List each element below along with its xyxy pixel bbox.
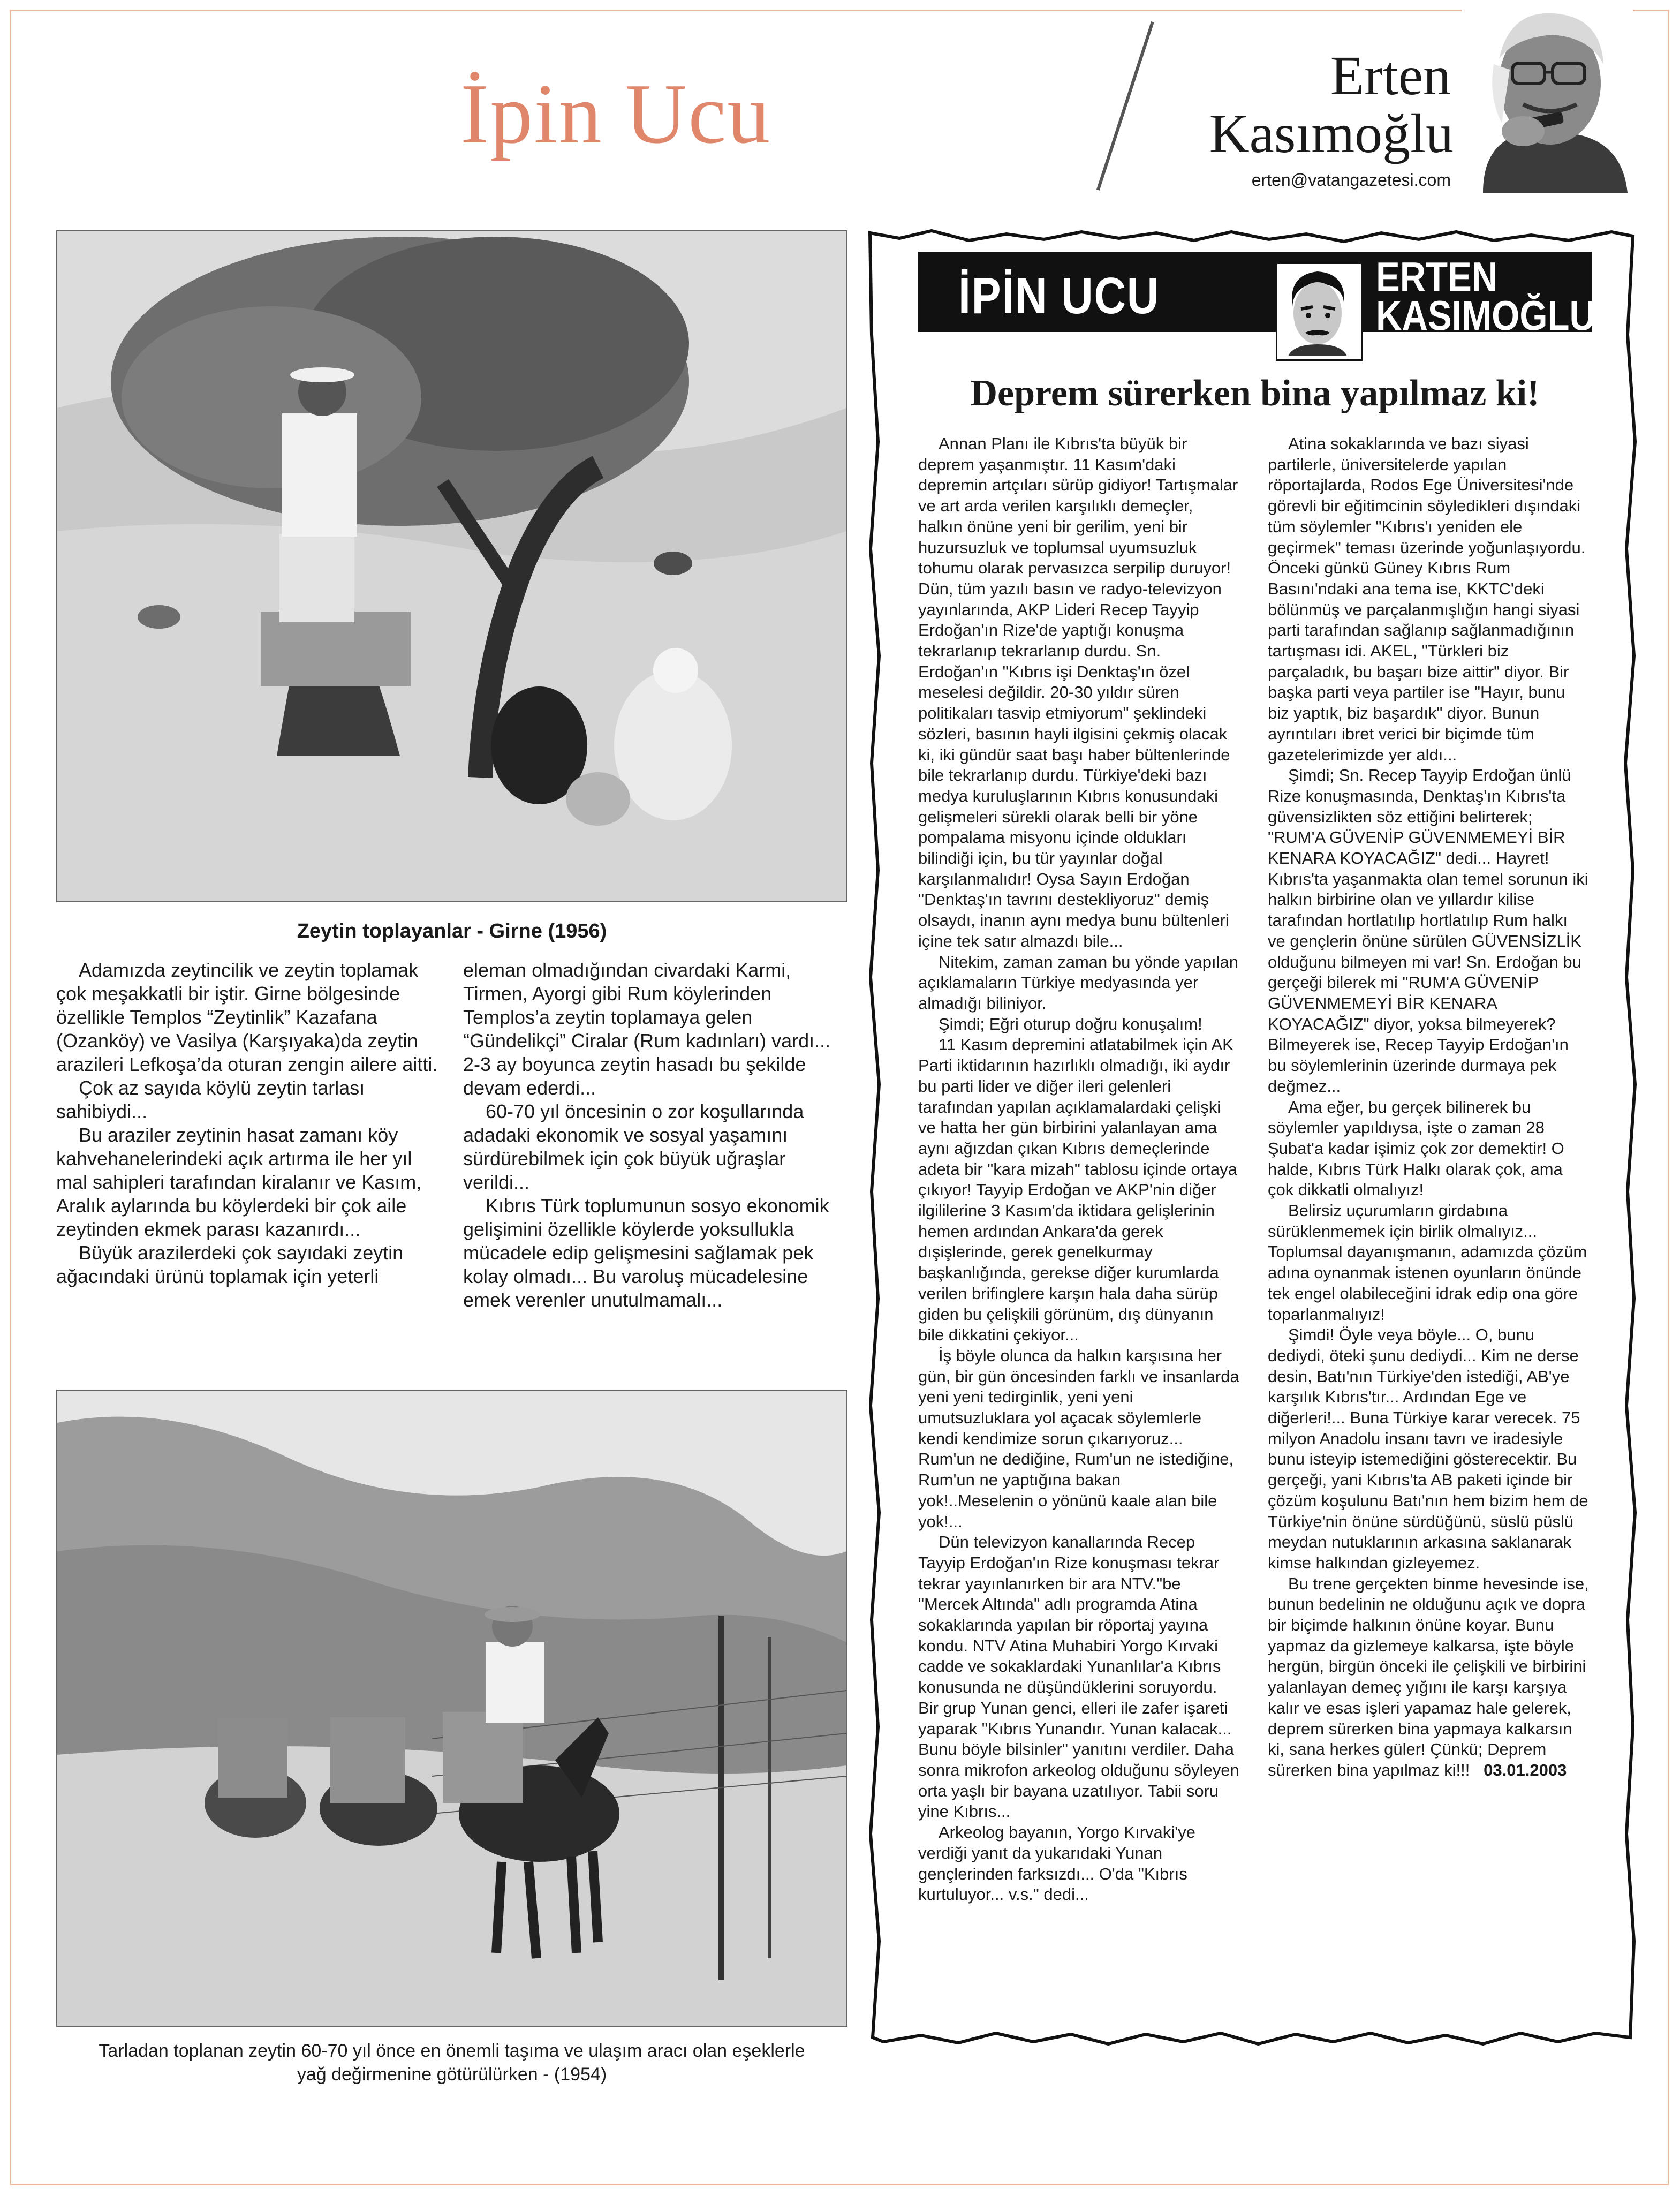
paragraph: eleman olmadığından civardaki Karmi, Tirmen, Ayorgi gibi Rum köylerinden Templos’a zeytin toplamaya gelen “Gündelikçi” Ciralar (Rum kadınları) vardı... 2-3 ay boyunca zeytin hasadı bu şekilde devam ederdi... (463, 959, 831, 1099)
paragraph (1268, 1574, 1589, 1781)
clipping-author-first: ERTEN (1376, 253, 1498, 300)
column-title: İpin Ucu (460, 66, 771, 161)
paragraph: İş böyle olunca da halkın karşısına her gün, bir gün öncesinden farklı ve insanlarda yeni yeni tedirginlik, yeni yeni umutsuzluklara yol açacak söylemlerle kendi kendimize sorun çıkarıyoruz... Rum'un ne dediğine, Rum'un ne istediğine, Rum'un ne yaptığına bakan yok!..Meselenin o yönünü kaale alan bile yok!... (918, 1346, 1239, 1531)
photo2-caption (56, 2039, 847, 2086)
paragraph: Ama eğer, bu gerçek bilinerek bu söylemler yapıldıysa, işte o zaman 28 Şubat'a kadar işimiz çok zor demektir! O halde, Kıbrıs Türk Halkı olarak çok, ama çok dikkatli olmalıyız! (1268, 1097, 1564, 1199)
paragraph: Çok az sayıda köylü zeytin tarlası sahibiydi... (56, 1077, 365, 1122)
olive-pickers-photo (56, 230, 847, 902)
clipping-author-portrait (1276, 262, 1363, 361)
paragraph: Şimdi; Eğri oturup doğru konuşalım! (939, 1014, 1202, 1033)
left-article-column-1 (56, 959, 442, 1288)
paragraph: Annan Planı ile Kıbrıs'ta büyük bir deprem yaşanmıştır. 11 Kasım'daki depremin artçıları sürüp gidiyor! Tartışmalar ve art arda verilen karşılıklı demeçler, halkın önüne yeni bir gerilim, yeni bir huzursuzluk ve toplumsal uyumsuzluk tohumu olarak pervasızca serpilip duruyor! Dün, tüm yazılı basın ve radyo-televizyon yayınlarında, AKP Lideri Recep Tayyip Erdoğan'ın Rize'de yaptığı konuşma tekrarlanıp tekrarlanıp durdu. Sn. Erdoğan'ın "Kıbrıs işi Denktaş'ın özel meselesi değildir. 20-30 yıldır süren politikaları tasvip etmiyorum" şeklindeki sözleri, basının hayli ilgisini çekmiş olacak ki, iki gündür saat başı haber bültenlerinde bile tekrarlanıp durdu. Türkiye'deki bazı medya kuruluşlarının Kıbrıs konusundaki gelişmeleri sürekli olarak belli bir yöne pompalama misyonu içinde oldukları bilindiği için, bu tür yayınlar doğal karşılanmalıdır! Oysa Sayın Erdoğan "Denktaş'ın tavrını destekliyoruz" demiş olsaydı, inanın aynı medya bunu bültenleri içine tek satır almazdı bile... (918, 434, 1238, 950)
paragraph: Kıbrıs Türk toplumunun sosyo ekonomik gelişimini özellikle köylerde yoksullukla mücadele edip gelişmesini sağlamak pek kolay olmadı... Bu varoluş mücadelesine emek verenler unutulmamalı... (463, 1195, 829, 1311)
author-email: erten@vatangazetesi.com (1251, 170, 1451, 190)
paragraph: Şimdi; Sn. Recep Tayyip Erdoğan ünlü Rize konuşmasında, Denktaş'ın Kıbrıs'ta güvensizlikten söz ettiğini belirterek; "RUM'A GÜVENİP GÜVENMEMEYİ BİR KENARA KOYACAĞIZ" dedi... Hayret! Kıbrıs'ta yaşanmakta olan temel sorunun iki halkın birbirine olan ve yıllardır kilise tarafından hortlatılıp hortlatılıp Rum halkı ve gençlerin önüne sürülen GÜVENSİZLİK olduğunu bilmeyen mi var! Sn. Erdoğan bu gerçeği bilerek mi "RUM'A GÜVENİP GÜVENMEMEYİ BİR KENARA KOYACAĞIZ" diyor, yoksa bilmeyerek? Bilmeyerek ise, Recep Tayyip Erdoğan'ın bu söylemlerinin üzerinde durmaya pek değmez... (1268, 766, 1588, 1096)
left-article-column-2 (463, 959, 849, 1312)
paragraph: Bu araziler zeytinin hasat zamanı köy kahvehanelerindeki açık artırma ile her yıl mal sahipleri tarafından kiralanır ve Kasım, Aralık aylarında bu köylerdeki bir çok aile zeytinden ekmek parası kazanırdı... (56, 1124, 422, 1240)
paragraph: 60-70 yıl öncesinin o zor koşullarında adadaki ekonomik ve sosyal yaşamını sürdürebilmek için çok büyük uğraşlar verildi... (463, 1100, 804, 1193)
clipping-column-1 (918, 434, 1239, 1905)
paragraph: Nitekim, zaman zaman bu yönde yapılan açıklamaların Türkiye medyasında yer almadığı biliniyor. (918, 952, 1239, 1013)
clipping-author-last: KASIMOĞLU (1376, 292, 1595, 339)
paragraph-text: Bu trene gerçekten binme hevesinde ise, bunun bedelinin ne olduğunu açık ve dopra bir biçimde halkının önüne koyar. Bunu yapmaz da gizlemeye kalkarsa, işte böyle hergün, birgün önceki ile çelişkili ve birbirini yalanlayan demeç yığını ile karşı karşıya kalır ve esas işleri yapamaz hale gelerek, deprem sürerken bina yapmaya kalkarsın ki, sana herkes güler! Çünkü; Deprem sürerken bina yapılmaz ki!!! (1268, 1574, 1589, 1779)
paragraph: Adamızda zeytincilik ve zeytin toplamak çok meşakkatli bir iştir. Girne bölgesinde özellikle Templos “Zeytinlik” Kazafana (Ozanköy) ve Vasilya (Karşıyaka)da zeytin arazileri Lefkoşa’da oturan zengin ailere aitti. (56, 959, 438, 1075)
paragraph: Şimdi! Öyle veya böyle... O, bunu dediydi, öteki şunu dediydi... Kim ne derse desin, Batı'nın Türkiye'den istediği, AB'ye karşılık Kıbrıs'tır... Ardından Ege ve diğerleri!... Buna Türkiye karar verecek. 75 milyon Anadolu insanı tavrı ve iradesiyle bunu isteyip istemediğini gösterecektir. Bu gerçeği, yani Kıbrıs'ta AB paketi içinde bir çözüm koşulunu Batı'nın hem bizim hem de Türkiye'nin önüne sürdüğünü, süslü püslü meydan nutuklarının arkasına saklanarak kimse halkından gizleyemez. (1268, 1325, 1588, 1572)
author-last-name: Kasımoğlu (1209, 103, 1454, 164)
clipping-banner-title: İPİN UCU (958, 267, 1160, 325)
author-first-name: Erten (1330, 45, 1451, 107)
caption-line: Tarladan toplanan zeytin 60-70 yıl önce en önemli taşıma ve ulaşım aracı olan eşeklerle (99, 2041, 805, 2061)
newspaper-clipping (867, 228, 1638, 2048)
paragraph: Dün televizyon kanallarında Recep Tayyip Erdoğan'ın Rize konuşması tekrar tekrar yayınlanırken bir ara NTV."be "Mercek Altında" adlı programda Atina sokaklarında yapılan bir röportaj yayına kondu. NTV Atina Muhabiri Yorgo Kırvaki cadde ve sokaklardaki Yunanlılar'a Kıbrıs konusunda ne düşündüklerini soruyordu. Bir grup Yunan genci, elleri ile zafer işareti yaparak "Kıbrıs Yunandır. Yunan kalacak... Bunu böyle bilsinler" yanıtını verdiler. Daha sonra mikrofon arkeolog olduğunu söyleyen orta yaşlı bir bayana uzatılıyor. Tabii soru yine Kıbrıs... (918, 1533, 1239, 1821)
clipping-headline: Deprem sürerken bina yapılmaz ki! (970, 373, 1540, 414)
caption-line: yağ değirmenine götürülürken - (1954) (297, 2064, 607, 2085)
paragraph: Belirsiz uçurumların girdabına sürüklenmemek için birlik olmalıyız... Toplumsal dayanışmanın, adamızda çözüm adına oynanmak istenen oyunların önünde tek engel olabileceğini idrak edip ona göre toparlanmalıyız! (1268, 1201, 1587, 1324)
paragraph: 11 Kasım depremini atlatabilmek için AK Parti iktidarının hazırlıklı olmadığı, iki aydır bu parti lider ve diğer ileri gelenleri tarafından yapılan açıklamalardaki çelişki ve hatta her gün birbirini yalanlayan ama aynı ağızdan çıkan Kıbrıs demeçlerinde adeta bir "kara mizah" tablosu içinde ortaya çıkıyor! Tayyip Erdoğan ve AKP'nin diğer ilgililerine 3 Kasım'da iktidara gelişlerinin hemen ardından Ankara'da gerek dışişlerinde, gerek genelkurmay başkanlığında, gerekse diğer kurumlarda verilen brifinglere karşın hala daha sürüp giden bu çelişkili görünüm, dış dünyanın bile dikkatini çekiyor... (918, 1035, 1237, 1345)
paragraph: Arkeolog bayanın, Yorgo Kırvaki'ye verdiği yanıt da yukarıdaki Yunan gençlerinden farksızdı... O'da "Kıbrıs kurtuluyor... v.s." dedi... (918, 1823, 1195, 1904)
clipping-column-2 (1268, 434, 1589, 1781)
donkeys-photo (56, 1390, 847, 2027)
paragraph: Atina sokaklarında ve bazı siyasi partilerle, üniversitelerde yapılan röportajlarda, Rodos Ege Üniversitesi'nde görevli bir eğitimcinin söyledikleri dışındaki tüm söylemler "Kıbrıs'ı yeniden ele geçirmek" teması üzerinde yoğunlaşıyordu. Önceki günkü Güney Kıbrıs Rum Basını'ndaki ana tema ise, KKTC'deki bölünmüş ve parçalanmışlığın hangi siyasi parti tarafından sağlanıp sağlanmadığının tartışması idi. AKEL, "Türkleri biz parçaladık, bu başarı bize aittir" diyor. Bir başka parti veya partiler ise "Hayır, bunu biz yaptık, biz başardık" diyor. Bunun ayrıntıları ibret verici bir biçimde tüm gazetelerimizde yer aldı... (1268, 434, 1586, 764)
article-date: 03.01.2003 (1484, 1761, 1567, 1779)
clipping-banner (918, 252, 1595, 339)
author-portrait-photo (1462, 0, 1633, 193)
photo1-caption: Zeytin toplayanlar - Girne (1956) (297, 920, 607, 942)
paragraph: Büyük arazilerdeki çok sayıdaki zeytin ağacındaki ürünü toplamak için yeterli (56, 1242, 404, 1287)
